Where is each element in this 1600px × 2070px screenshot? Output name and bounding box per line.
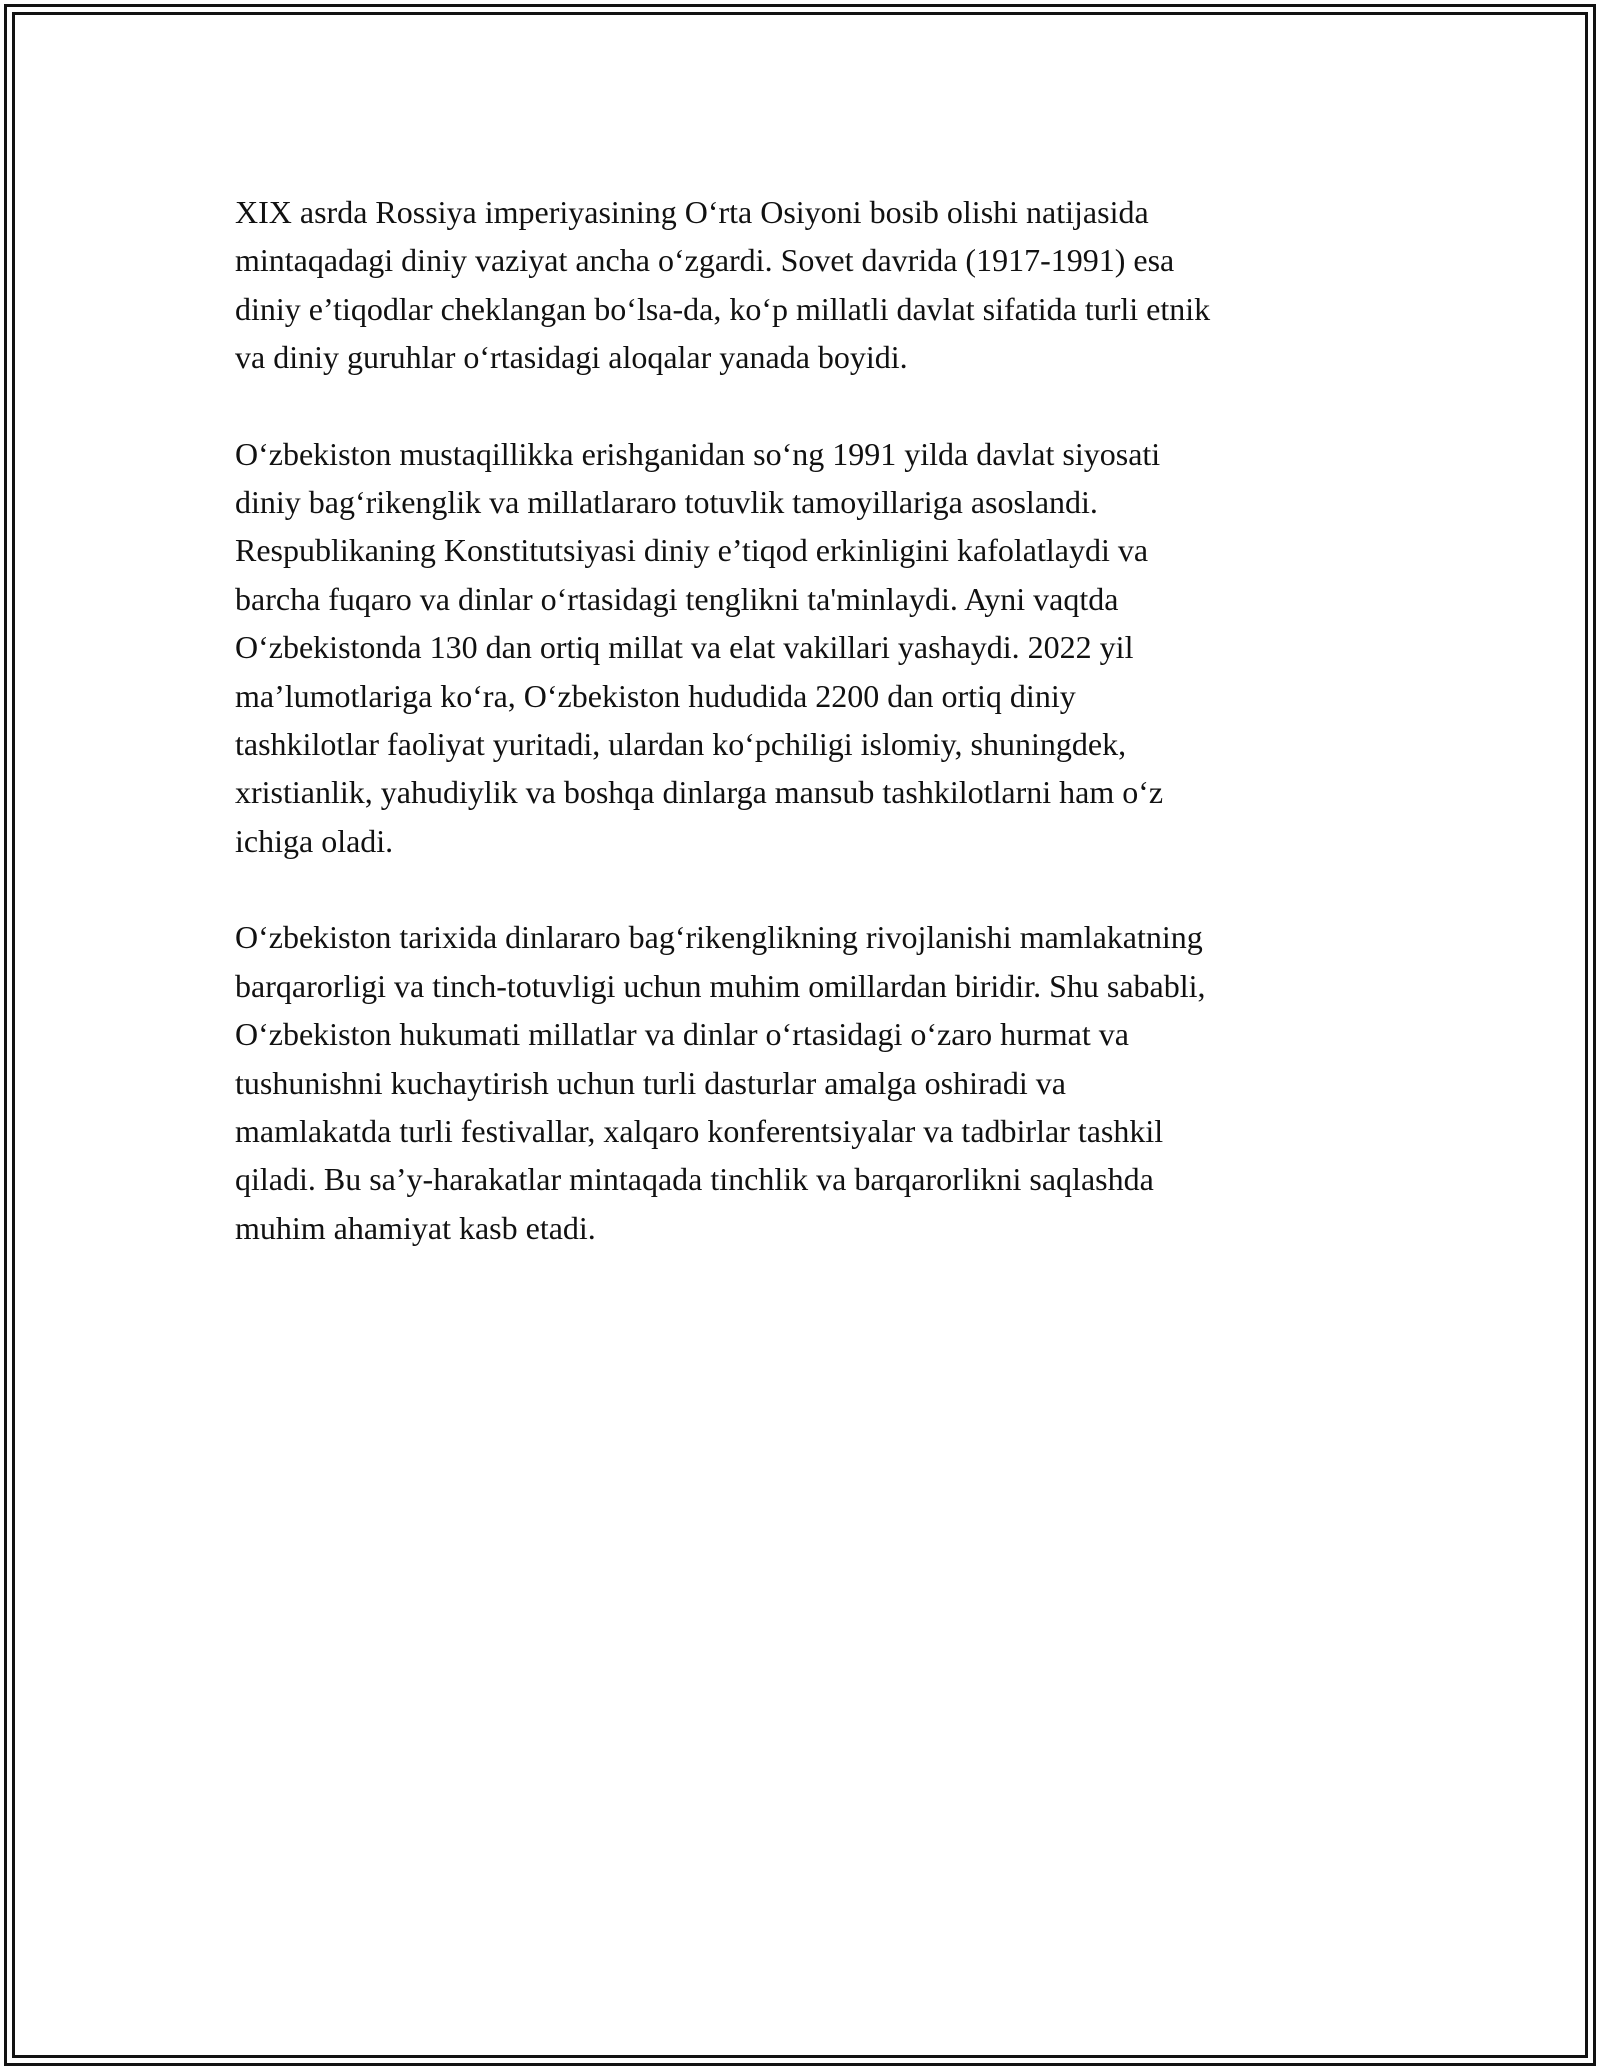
paragraph-tolerance: [235, 913, 1370, 1252]
text-line: tushunishni kuchaytirish uchun turli dasturlar amalga oshiradi va: [235, 1064, 1066, 1101]
text-line: tashkilotlar faoliyat yuritadi, ulardan ko‘pchiligi islomiy, shuningdek,: [235, 726, 1127, 763]
paragraph-independence: [235, 430, 1370, 866]
text-line: mintaqadagi diniy vaziyat ancha o‘zgardi. Sovet davrida (1917-1991) esa: [235, 242, 1175, 279]
text-line: mamlakatda turli festivallar, xalqaro konferentsiyalar va tadbirlar tashkil: [235, 1112, 1164, 1149]
text-line: diniy bag‘rikenglik va millatlararo totuvlik tamoyillariga asoslandi.: [235, 484, 1098, 521]
document-body: [235, 188, 1370, 1300]
text-line: qiladi. Bu sa’y-harakatlar mintaqada tinchlik va barqarorlikni saqlashda: [235, 1161, 1154, 1198]
text-line: va diniy guruhlar o‘rtasidagi aloqalar yanada boyidi.: [235, 339, 908, 376]
text-line: O‘zbekiston mustaqillikka erishganidan so‘ng 1991 yilda davlat siyosati: [235, 435, 1161, 472]
text-line: O‘zbekiston hukumati millatlar va dinlar o‘rtasidagi o‘zaro hurmat va: [235, 1016, 1129, 1053]
text-line: ma’lumotlariga ko‘ra, O‘zbekiston hududida 2200 dan ortiq diniy: [235, 677, 1076, 714]
text-line: O‘zbekistonda 130 dan ortiq millat va elat vakillari yashaydi. 2022 yil: [235, 629, 1134, 666]
text-line: diniy e’tiqodlar cheklangan bo‘lsa-da, ko‘p millatli davlat sifatida turli etnik: [235, 290, 1211, 327]
text-line: xristianlik, yahudiylik va boshqa dinlarga mansub tashkilotlarni ham o‘z: [235, 774, 1164, 811]
text-line: XIX asrda Rossiya imperiyasining O‘rta Osiyoni bosib olishi natijasida: [235, 194, 1149, 230]
text-line: muhim ahamiyat kasb etadi.: [235, 1209, 596, 1246]
text-line: O‘zbekiston tarixida dinlararo bag‘rikenglikning rivojlanishi mamlakatning: [235, 919, 1203, 956]
text-line: Respublikaning Konstitutsiyasi diniy e’tiqod erkinligini kafolatlaydi va: [235, 532, 1149, 569]
text-line: ichiga oladi.: [235, 822, 394, 859]
text-line: barqarorligi va tinch-totuvligi uchun muhim omillardan biridir. Shu sababli,: [235, 967, 1206, 1004]
text-line: barcha fuqaro va dinlar o‘rtasidagi tenglikni ta'minlaydi. Ayni vaqtda: [235, 580, 1119, 617]
paragraph-history: [235, 188, 1370, 382]
